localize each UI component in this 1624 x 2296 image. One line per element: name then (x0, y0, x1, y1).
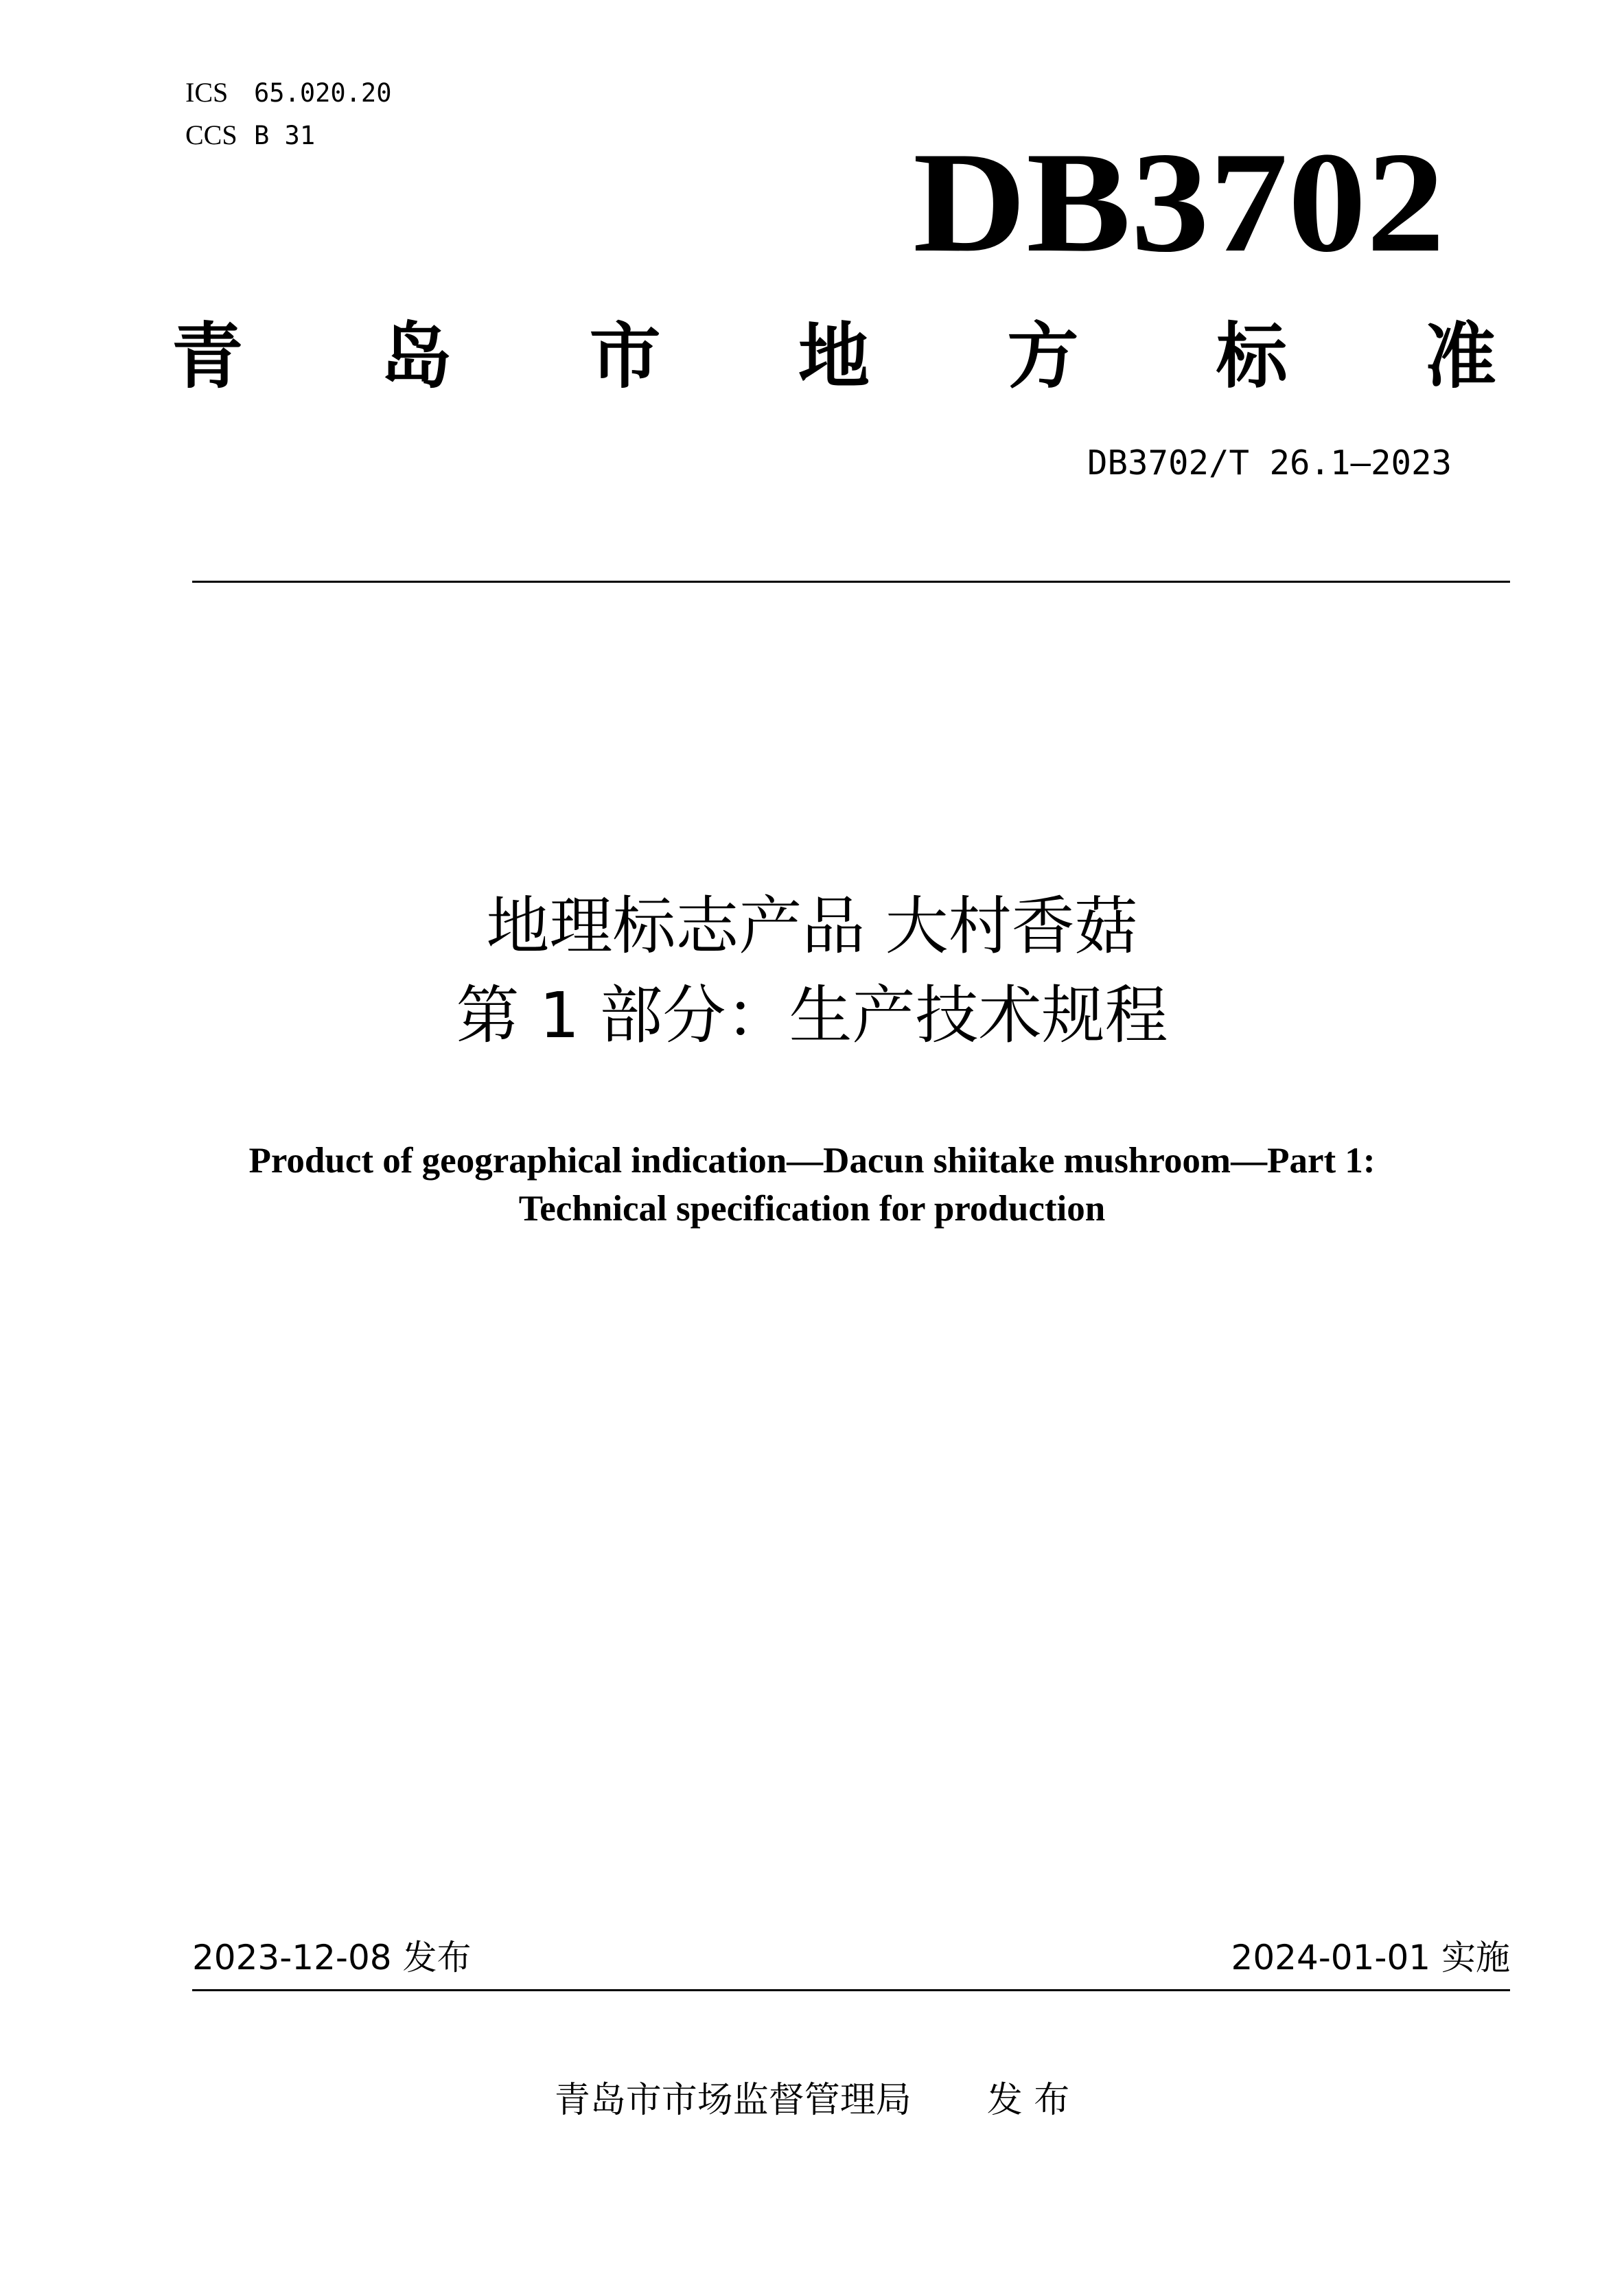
footer-divider (192, 1989, 1510, 1991)
ccs-label: CCS (185, 119, 237, 150)
implementation-date: 2024-01-01 实施 (1231, 1938, 1510, 1978)
standard-type-heading (172, 302, 1496, 398)
issue-date: 2023-12-08 发布 (192, 1938, 472, 1978)
standard-type-char: 标 (1216, 314, 1288, 398)
publisher-name: 青岛市市场监督管理局 (554, 2080, 912, 2121)
ics-label: ICS (185, 77, 229, 108)
standard-type-char: 市 (589, 314, 661, 398)
title-en-line1: Product of geographical indication—Dacun shiitake mushroom—Part 1: (248, 1141, 1376, 1181)
title-zh-line2: 第 1 部分：生产技术规程 (456, 979, 1168, 1052)
db3702-logo (913, 137, 1448, 268)
standard-type-char: 准 (1424, 314, 1496, 398)
standard-type-char: 岛 (380, 314, 452, 398)
header-divider (192, 581, 1510, 583)
standard-type-char: 方 (1007, 314, 1079, 398)
ics-code (185, 76, 391, 110)
ccs-value: B 31 (254, 121, 316, 150)
title-zh-line1: 地理标志产品 大村香菇 (486, 890, 1138, 963)
publisher-line (0, 2073, 1624, 2128)
publisher-action: 发 布 (986, 2080, 1070, 2121)
db3702-logo-text: DB3702 (913, 137, 1445, 268)
title-en-line2: Technical specification for production (518, 1189, 1106, 1229)
standard-type-char: 青 (172, 314, 244, 398)
standard-type-char: 地 (798, 314, 870, 398)
standard-number: DB3702/T 26.1—2023 (1087, 443, 1452, 483)
ics-value: 65.020.20 (254, 78, 392, 108)
ccs-code (185, 118, 315, 152)
